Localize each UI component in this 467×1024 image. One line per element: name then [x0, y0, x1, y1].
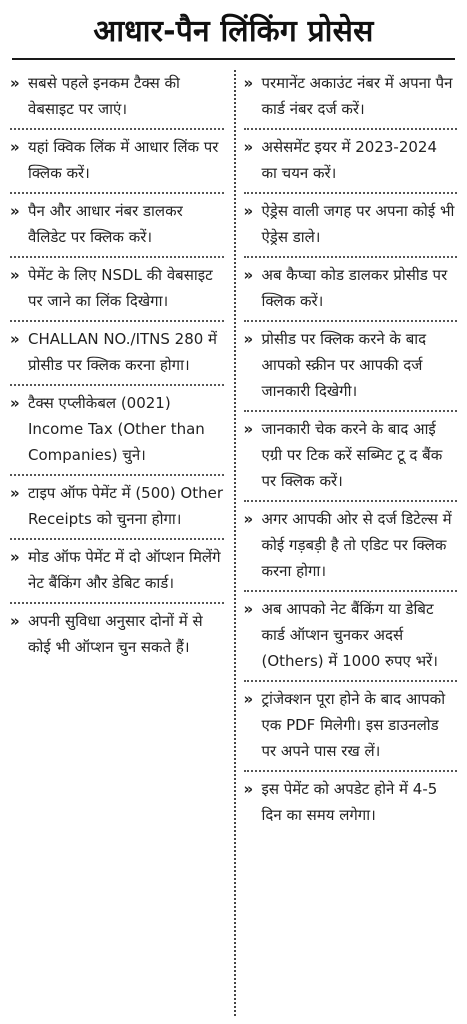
step-text: टैक्स एप्लीकेबल (0021) Income Tax (Other than Companies) चुने। [28, 394, 205, 464]
bullet-icon: » [243, 420, 254, 438]
step-text: अब कैप्चा कोड डालकर प्रोसीड पर क्लिक करें। [261, 266, 448, 310]
bullet-icon: » [10, 612, 20, 630]
left-column [8, 60, 234, 1024]
list-item [244, 412, 458, 502]
step-text: इस पेमेंट को अपडेट होने में 4-5 दिन का समय लगेगा। [261, 780, 438, 824]
bullet-icon: » [243, 266, 254, 284]
bullet-icon: » [243, 780, 254, 798]
steps-columns [8, 60, 459, 1024]
step-text: जानकारी चेक करने के बाद आई एग्री पर टिक करें सब्मिट टू द बैंक पर क्लिक करें। [261, 420, 443, 490]
list-item [10, 540, 224, 604]
list-item [10, 476, 224, 540]
bullet-icon: » [243, 330, 254, 348]
step-text: मोड ऑफ पेमेंट में दो ऑप्शन मिलेंगे नेट बैंकिंग और डेबिट कार्ड। [28, 548, 221, 592]
list-item [10, 130, 224, 194]
step-text: पैन और आधार नंबर डालकर वैलिडेट पर क्लिक करें। [28, 202, 183, 246]
list-item [10, 194, 224, 258]
step-text: प्रोसीड पर क्लिक करने के बाद आपको स्क्रीन पर आपकी दर्ज जानकारी दिखेगी। [261, 330, 427, 400]
step-text: CHALLAN NO./ITNS 280 में प्रोसीड पर क्लिक करना होगा। [28, 330, 218, 374]
step-text: ट्रांजेक्शन पूरा होने के बाद आपको एक PDF मिलेगी। इस डाउनलोड पर अपने पास रख लें। [261, 690, 446, 760]
step-text: टाइप ऑफ पेमेंट में (500) Other Receipts को चुनना होगा। [28, 484, 224, 528]
step-text: अब आपको नेट बैंकिंग या डेबिट कार्ड ऑप्शन चुनकर अदर्स (Others) में 1000 रुपए भरें। [261, 600, 438, 670]
step-text: असेसमेंट इयर में 2023-2024 का चयन करें। [261, 138, 438, 182]
bullet-icon: » [10, 548, 20, 566]
list-item [10, 258, 224, 322]
bullet-icon: » [243, 510, 254, 528]
step-text: पेमेंट के लिए NSDL की वेबसाइट पर जाने का लिंक दिखेगा। [28, 266, 213, 310]
bullet-icon: » [10, 74, 20, 92]
bullet-icon: » [243, 600, 254, 618]
bullet-icon: » [243, 690, 254, 708]
list-item [10, 386, 224, 476]
step-text: ऐड्रेस वाली जगह पर अपना कोई भी ऐड्रेस डाले। [261, 202, 455, 246]
list-item [10, 604, 224, 666]
right-column [234, 60, 460, 1024]
list-item [244, 592, 458, 682]
list-item [244, 130, 458, 194]
bullet-icon: » [10, 330, 20, 348]
bullet-icon: » [10, 202, 20, 220]
bullet-icon: » [10, 138, 20, 156]
column-divider [234, 70, 236, 1016]
list-item [244, 322, 458, 412]
page-title: आधार-पैन लिंकिंग प्रोसेस [12, 0, 455, 60]
step-text: अगर आपकी ओर से दर्ज डिटेल्स में कोई गड़बड़ी है तो एडिट पर क्लिक करना होगा। [261, 510, 452, 580]
bullet-icon: » [10, 266, 20, 284]
step-text: अपनी सुविधा अनुसार दोनों में से कोई भी ऑप्शन चुन सकते हैं। [28, 612, 203, 656]
list-item [244, 682, 458, 772]
step-text: परमानेंट अकाउंट नंबर में अपना पैन कार्ड नंबर दर्ज करें। [261, 74, 453, 118]
step-text: सबसे पहले इनकम टैक्स की वेबसाइट पर जाएं। [28, 74, 180, 118]
list-item [244, 194, 458, 258]
list-item [10, 322, 224, 386]
list-item [244, 772, 458, 834]
list-item [244, 66, 458, 130]
bullet-icon: » [243, 74, 254, 92]
bullet-icon: » [10, 484, 20, 502]
bullet-icon: » [243, 138, 254, 156]
list-item [244, 258, 458, 322]
bullet-icon: » [243, 202, 254, 220]
list-item [244, 502, 458, 592]
step-text: यहां क्विक लिंक में आधार लिंक पर क्लिक करें। [28, 138, 219, 182]
bullet-icon: » [10, 394, 20, 412]
list-item [10, 66, 224, 130]
